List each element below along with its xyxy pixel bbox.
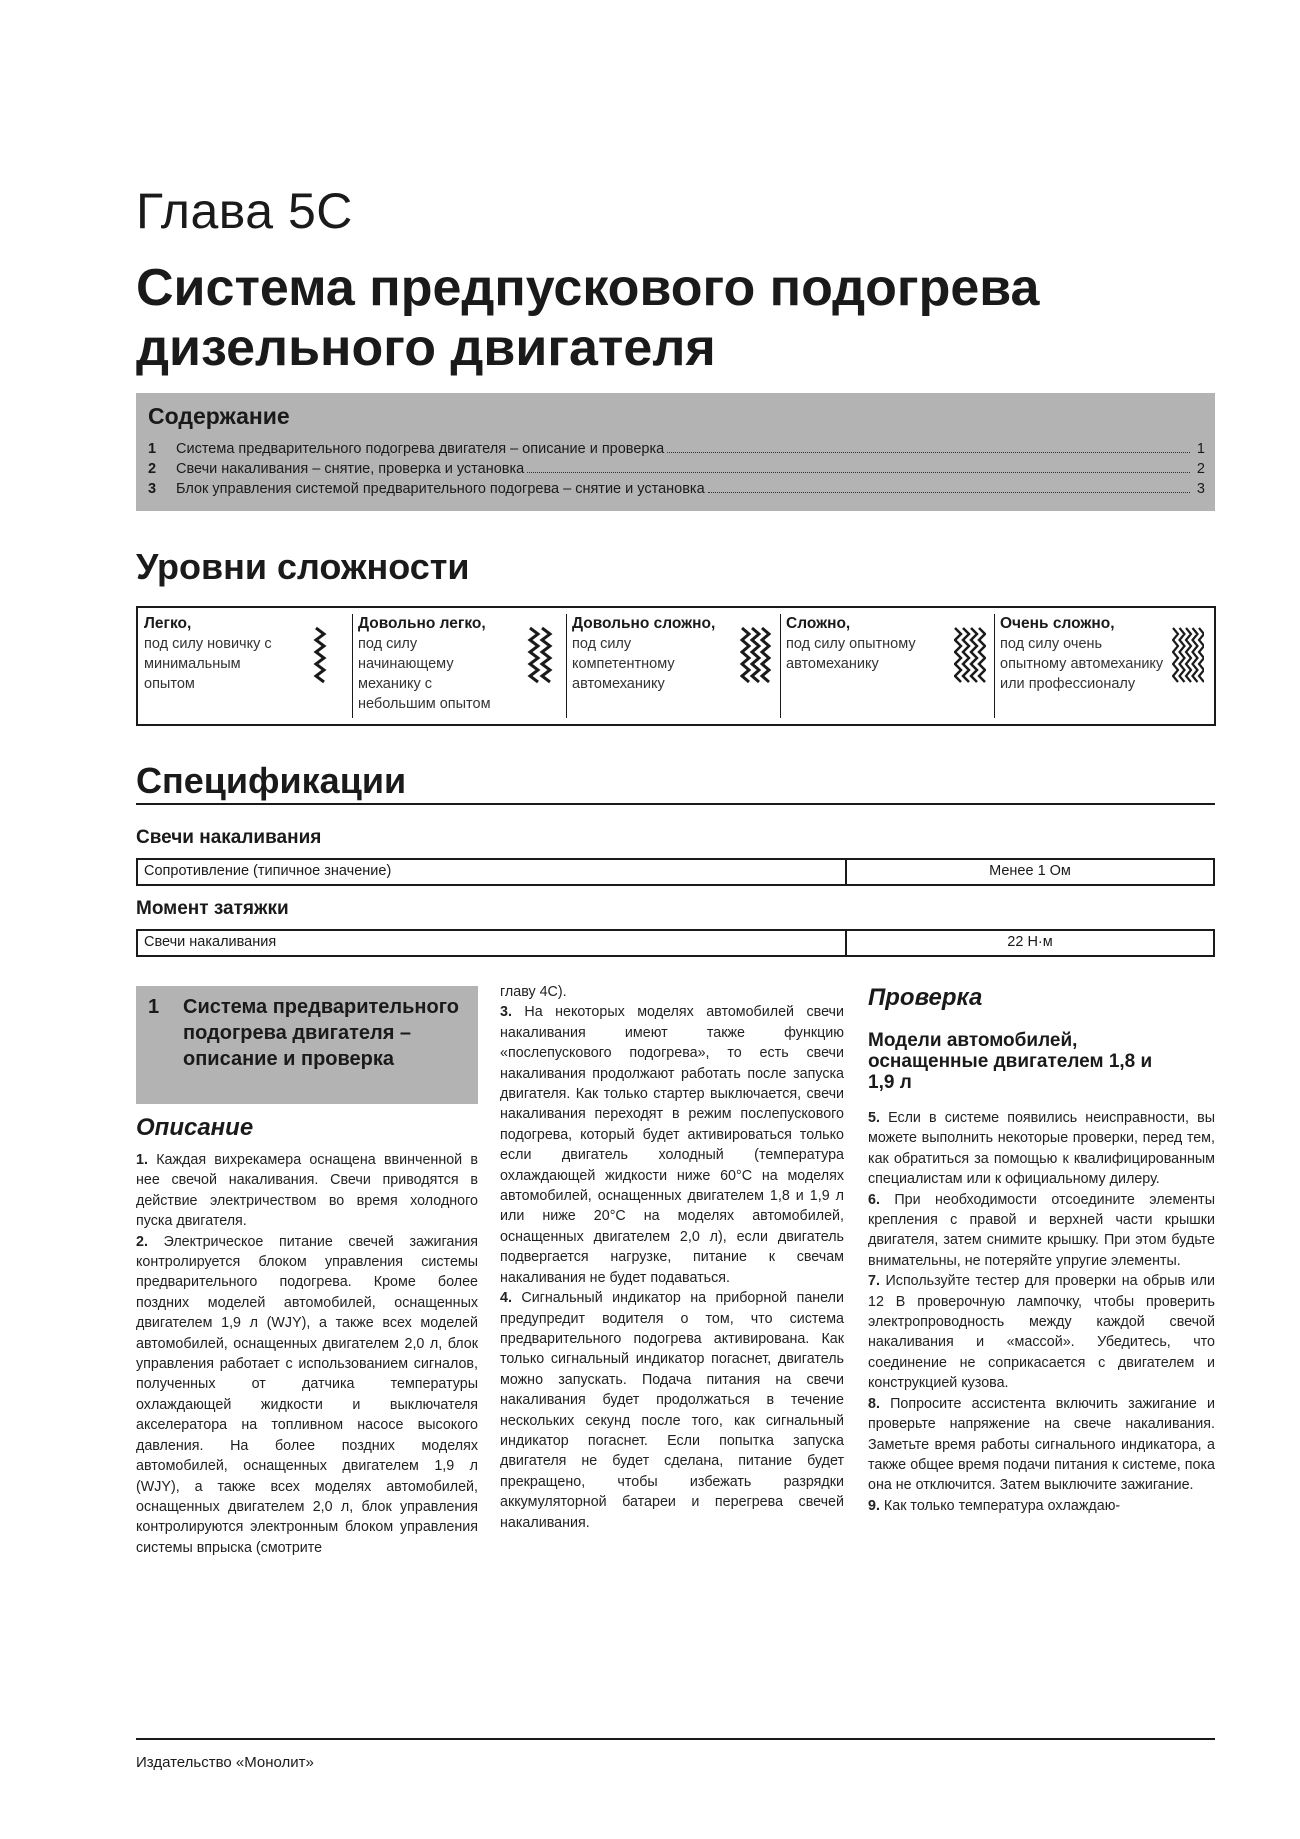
models-heading: Модели автомобилей, оснащенные двигателем 1,8 и 1,9 л: [868, 1030, 1153, 1093]
specs-divider: [136, 803, 1215, 805]
chapter-title: [136, 258, 1216, 378]
toc-leader: [527, 472, 1190, 473]
toc-item-number: 2: [148, 461, 157, 477]
text-column-1: [136, 1150, 478, 1558]
wrench-icon: [954, 620, 986, 700]
toc-item[interactable]: [148, 457, 1205, 477]
toc-item-text: Свечи накаливания – снятие, проверка и установка: [176, 461, 525, 477]
paragraph: 9. Как только температура охлаждаю-: [868, 1497, 1121, 1514]
publisher-footer: Издательство «Монолит»: [136, 1754, 314, 1771]
difficulty-levels: [136, 606, 1216, 726]
specs-heading: Спецификации: [136, 760, 407, 801]
wrench-icon: [740, 620, 772, 700]
toc-item-page: 1: [1196, 441, 1205, 457]
toc-item-number: 1: [148, 441, 157, 457]
paragraph: 2. Электрическое питание свечей зажигания контролируется блоком управления системы предварительного подогрева. Кроме более поздних моделей автомобилей, оснащенных двигателем 1,9 л (WJY), а также всех моделей автомобилей, оснащенных двигателем 2,0 л, блок управления работает с использованием сигналов, полученных от датчика температуры охлаждающей жидкости и выключателя акселератора на топливном насосе высокого давления. На более поздних моделях автомобилей, оснащенных двигателем 1,9 л (WJY), а также всех моделях автомобилей, оснащенных двигателем 2,0 л, блок управления контролируются электронным блоком управления системы впрыска (смотрите: [136, 1233, 478, 1556]
wrench-icon: [312, 620, 344, 700]
spec-group-title: Свечи накаливания: [136, 827, 322, 848]
description-heading: Описание: [136, 1114, 254, 1141]
paragraph: 7. Используйте тестер для проверки на обрыв или 12 В проверочную лампочку, чтобы проверить электропроводность между каждой свечой накаливания и «массой». Убедитесь, что соединение не соприкасается с двигателем и конструкцией кузова.: [868, 1273, 1215, 1392]
wrench-icon: [1172, 620, 1204, 700]
toc-item-text: Система предварительного подогрева двигателя – описание и проверка: [176, 441, 665, 457]
spec-group-title: Момент затяжки: [136, 898, 289, 919]
section-number: 1: [148, 996, 160, 1018]
toc-item-page: 3: [1196, 481, 1205, 497]
difficulty-level-2: [352, 614, 567, 718]
toc-item[interactable]: [148, 437, 1205, 457]
spec-key: Свечи накаливания: [144, 934, 277, 950]
text-column-3: [868, 1108, 1215, 1516]
toc-leader: [667, 452, 1190, 453]
section-title: Система предварительного подогрева двигателя – описание и проверка: [183, 996, 460, 1070]
paragraph: 4. Сигнальный индикатор на приборной панели предупредит водителя о том, что система предварительного подогрева активирована. Как только сигнальный индикатор погаснет, двигатель можно запускать. Подача питания на свечи накаливания будет продолжаться в течение нескольких секунд после того, как сигнальный индикатор погаснет. Если попытка запуска двигателя не будет сделана, питание будет прекращено, чтобы избежать разрядки аккумуляторной батареи и перегрева свечей накаливания.: [500, 1290, 844, 1531]
toc-heading: Содержание: [148, 403, 290, 429]
table-of-contents: [136, 393, 1215, 511]
spec-key: Сопротивление (типичное значение): [144, 863, 392, 879]
text-column-2: [500, 982, 844, 1533]
toc-leader: [708, 492, 1190, 493]
paragraph: 5. Если в системе появились неисправности, вы можете выполнить некоторые проверки, перед тем, как обратиться за помощью к квалифицированным специалистам или к официальному дилеру.: [868, 1110, 1215, 1188]
paragraph: 3. На некоторых моделях автомобилей свечи накаливания имеют также функцию «послепускового подогрева», то есть свечи накаливания продолжают работать после запуска двигателя. Как только стартер выключается, свечи накаливания переходят в режим послепускового подогрева, который будет активироваться только если двигатель холодный (температура охлаждающей жидкости ниже 60°С на моделях автомобилей, оснащенных двигателем 1,8 и 1,9 л или ниже 20°С на моделях автомобилей, оснащенных двигателем 2,0 л), если двигатель подвергается нагрузке, питание к свечам накаливания не будет подаваться.: [500, 1004, 844, 1286]
difficulty-level-5: [994, 614, 1212, 718]
paragraph: 1. Каждая вихрекамера оснащена ввинченной в нее свечой накаливания. Свечи приводятся в действие электричеством во время холодного пуска двигателя.: [136, 1152, 478, 1230]
paragraph: главу 4С).: [500, 984, 567, 1000]
spec-value: Менее 1 Ом: [989, 863, 1071, 879]
difficulty-label: Легко, под силу новичку с минимальным опытом: [144, 615, 272, 692]
chapter-title-line2: дизельного двигателя: [136, 319, 716, 377]
difficulty-label: Довольно легко, под силу начинающему механику с небольшим опытом: [358, 615, 491, 712]
toc-item-number: 3: [148, 481, 157, 497]
spec-row: [136, 858, 1215, 886]
difficulty-label: Сложно, под силу опытному автомеханику: [786, 615, 916, 672]
wrench-icon: [526, 620, 558, 700]
footer-divider: [136, 1738, 1215, 1740]
paragraph: 6. При необходимости отсоедините элементы крепления с правой и верхней части крышки двигателя, затем снимите крышку. При этом будьте внимательны, не потеряйте упругие элементы.: [868, 1191, 1215, 1269]
section-title-box: [136, 986, 478, 1104]
check-heading: Проверка: [868, 984, 983, 1011]
difficulty-level-3: [566, 614, 781, 718]
chapter-title-line1: Система предпускового подогрева: [136, 259, 1040, 317]
toc-item-page: 2: [1196, 461, 1205, 477]
difficulty-level-1: [138, 614, 353, 718]
difficulty-label: Очень сложно, под силу очень опытному автомеханику или профессионалу: [1000, 615, 1164, 692]
spec-value: 22 Н·м: [1007, 934, 1053, 950]
difficulty-label: Довольно сложно, под силу компетентному автомеханику: [572, 615, 716, 692]
spec-row: [136, 929, 1215, 957]
difficulty-level-4: [780, 614, 995, 718]
paragraph: 8. Попросите ассистента включить зажигание и проверьте напряжение на свече накаливания. Заметьте время работы сигнального индикатора, а также общее время подачи питания к системе, пока она не отключится. Затем выключите зажигание.: [868, 1395, 1215, 1494]
toc-item-text: Блок управления системой предварительного подогрева – снятие и установка: [176, 481, 705, 497]
toc-item[interactable]: [148, 477, 1205, 497]
difficulty-heading: Уровни сложности: [136, 546, 470, 587]
chapter-number: Глава 5С: [136, 183, 353, 239]
